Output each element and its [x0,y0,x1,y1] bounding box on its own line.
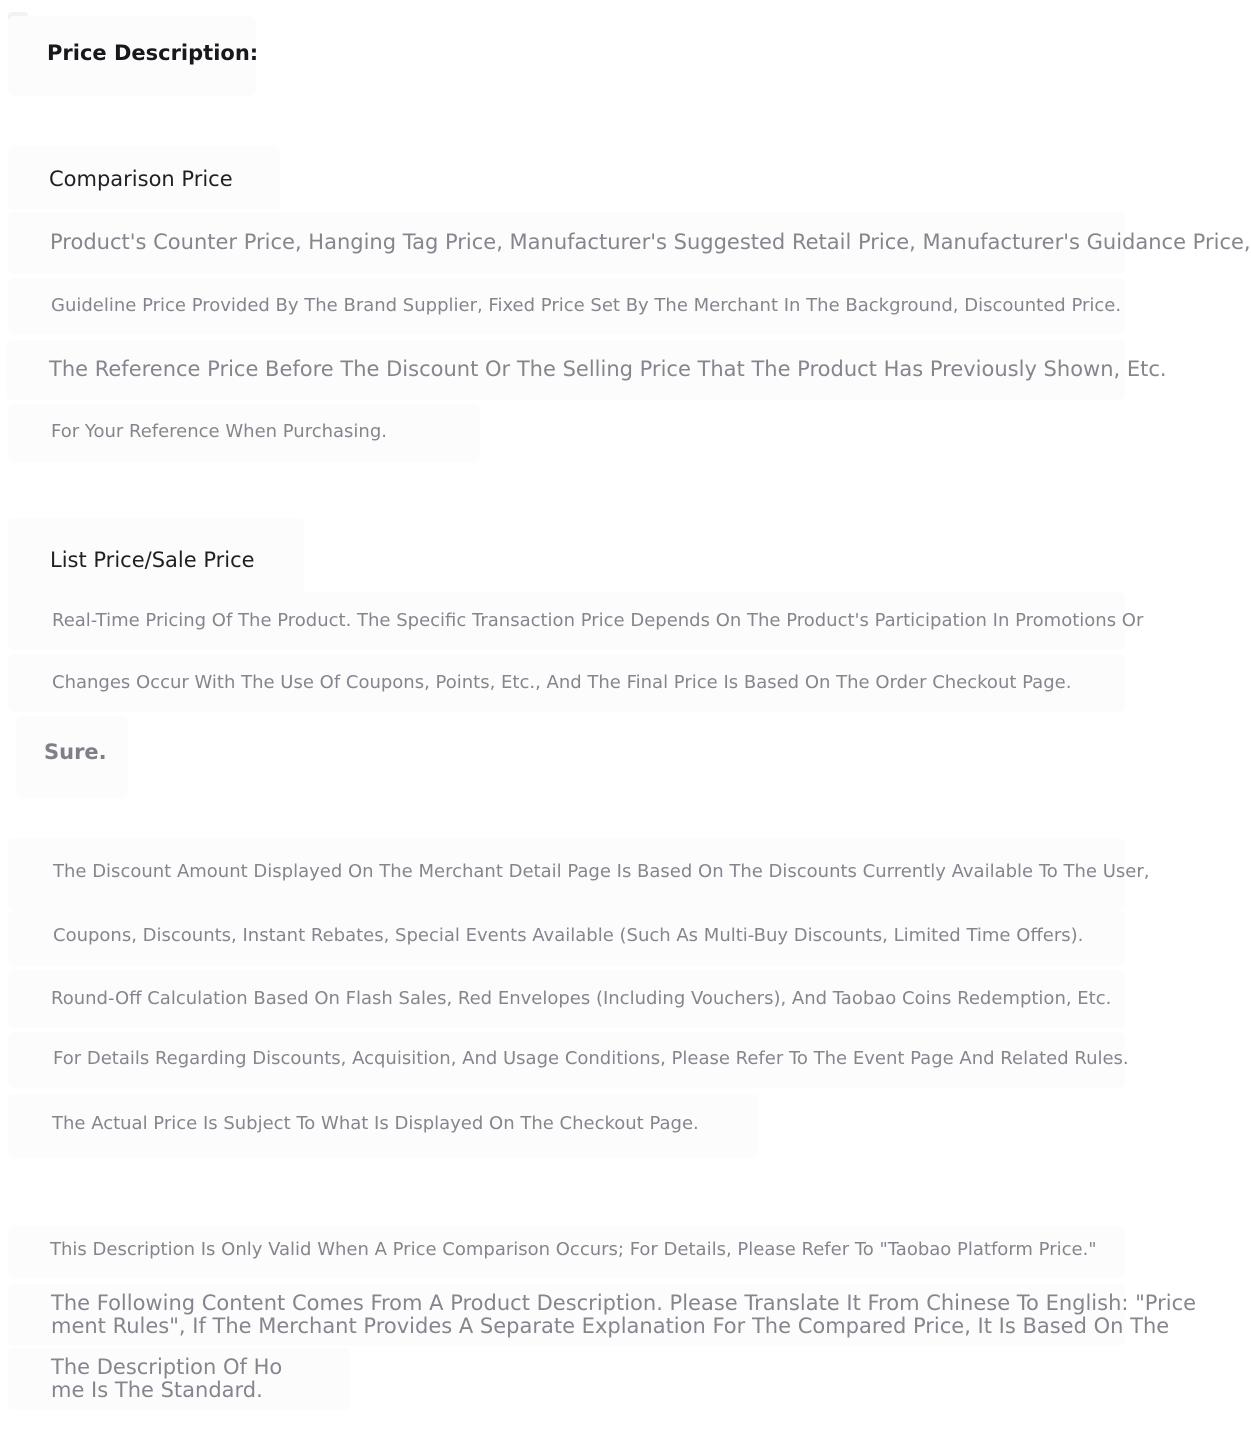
comparison-line-2: Guideline Price Provided By The Brand Supplier, Fixed Price Set By The Merchant In The Background, Discounted Price. [51,295,1122,316]
validity-block [8,1226,1125,1278]
discount-line-1-block [8,838,1150,910]
comparison-line-3-block [6,340,1167,400]
discount-line-5: The Actual Price Is Subject To What Is Displayed On The Checkout Page. [52,1113,699,1134]
list-price-heading: List Price/Sale Price [50,548,255,572]
comparison-line-1: Product's Counter Price, Hanging Tag Price, Manufacturer's Suggested Retail Price, Manufacturer's Guidance Price, [50,230,1251,254]
sure-label: Sure. [44,740,107,764]
discount-line-3-block [8,970,1125,1028]
list-price-line-1-block [8,592,1144,650]
price-description-block [8,16,259,96]
comparison-heading-block [8,146,280,210]
discount-line-4: For Details Regarding Discounts, Acquisition, And Usage Conditions, Please Refer To The Event Page And Related Rules. [53,1048,1129,1069]
comparison-line-4-block [8,404,480,462]
translate-block [8,1284,1197,1346]
page-title: Price Description: [47,41,259,65]
comparison-line-3: The Reference Price Before The Discount Or The Selling Price That The Product Has Previously Shown, Etc. [49,357,1167,381]
standard-note: The Description Of Ho me Is The Standard. [51,1355,283,1402]
discount-line-3: Round-Off Calculation Based On Flash Sales, Red Envelopes (Including Vouchers), And Taobao Coins Redemption, Etc. [51,988,1112,1009]
validity-note: This Description Is Only Valid When A Price Comparison Occurs; For Details, Please Refer To "Taobao Platform Price." [50,1239,1097,1260]
list-price-line-2: Changes Occur With The Use Of Coupons, Points, Etc., And The Final Price Is Based On The Order Checkout Page. [52,672,1072,693]
translate-note: The Following Content Comes From A Product Description. Please Translate It From Chinese To English: "Price ment Rules", If The Merchant Provides A Separate Explanation For The Compared Price, It Is Based On The [51,1291,1197,1338]
discount-line-2-block [8,910,1125,966]
comparison-line-4: For Your Reference When Purchasing. [51,421,387,442]
list-price-heading-block [8,518,304,596]
comparison-line-1-block [8,212,1251,274]
sure-block [16,716,128,798]
discount-line-5-block [8,1094,758,1158]
list-price-line-1: Real-Time Pricing Of The Product. The Specific Transaction Price Depends On The Product's Participation In Promotions Or [52,610,1144,631]
comparison-price-heading: Comparison Price [49,167,233,191]
discount-line-1: The Discount Amount Displayed On The Merchant Detail Page Is Based On The Discounts Currently Available To The User, [53,861,1150,882]
discount-line-4-block [8,1032,1129,1088]
comparison-line-2-block [8,278,1125,334]
list-price-line-2-block [8,654,1125,712]
discount-line-2: Coupons, Discounts, Instant Rebates, Special Events Available (Such As Multi-Buy Discounts, Limited Time Offers). [53,925,1084,946]
standard-block [8,1348,350,1410]
